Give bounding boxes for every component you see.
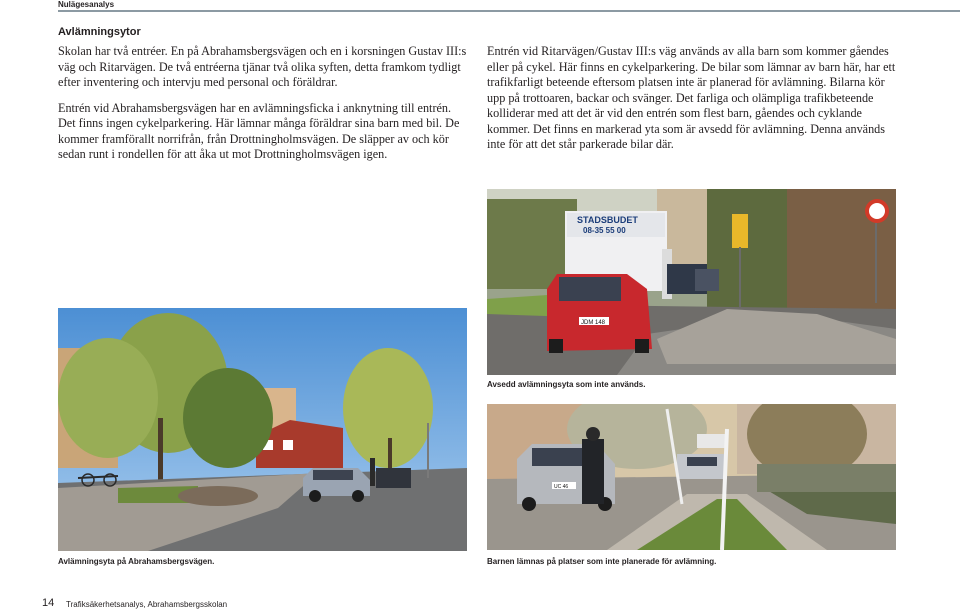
right-column	[487, 44, 897, 163]
header-rule	[58, 10, 960, 12]
car-plate: JDM 148	[581, 320, 606, 326]
truck-sign-line-1: STADSBUDET	[577, 215, 638, 225]
left-paragraph-1: Skolan har två entréer. En på Abrahamsbergsvägen och en i korsningen Gustav III:s väg och Ritarvägen. De två entréerna tjänar två olika syften, detta framkom tydligt efter inventering och intervju med personal och föräldrar.	[58, 44, 467, 89]
photo-drop-off-area	[487, 189, 896, 375]
truck-sign-line-2: 08-35 55 00	[583, 226, 626, 235]
car-plate-2: UC 46	[554, 484, 569, 490]
left-paragraph-2: Entrén vid Abrahamsbergsvägen har en avlämningsficka i anknytning till entrén. Det finns ingen cykelparkering. Här lämnar många föräldrar sina barn med bil. De kommer framförallt norrifrån, från Drottningholmsvägen. De släpper av och kör sedan runt i rondellen för att åka ut mot Drottningholmsvägen igen.	[58, 100, 460, 161]
caption-bottom-right: Barnen lämnas på platser som inte planerade för avlämning.	[487, 557, 717, 566]
caption-left: Avlämningsyta på Abrahamsbergsvägen.	[58, 557, 215, 566]
photo-child-drop-off	[487, 404, 896, 550]
running-header: Nulägesanalys	[58, 0, 115, 9]
left-column	[58, 44, 470, 173]
section-title: Avlämningsytor	[58, 26, 141, 38]
footer-title: Trafiksäkerhetsanalys, Abrahamsbergsskolan	[66, 600, 228, 609]
right-paragraph-1: Entrén vid Ritarvägen/Gustav III:s väg används av alla barn som kommer gåendes eller på cykel. Här finns en cykelparkering. De bilar som lämnar av barn här, har ett trafikfarligt beteende eftersom platsen inte är planerad för avlämning. Bilarna kör upp på trottoaren, backar och svänger. Det farliga och olämpliga trafikbeteende kolliderar med att det är vid den entrén som flest barn, gåendes och cyklande kommer. Det finns en markerad yta som är avsedd för avlämning. Denna används inte för att det står parkerade bilar där.	[487, 44, 896, 151]
caption-top-right: Avsedd avlämningsyta som inte används.	[487, 380, 646, 389]
photo-abrahamsbergsvagen	[58, 308, 467, 551]
page-number: 14	[42, 597, 55, 609]
